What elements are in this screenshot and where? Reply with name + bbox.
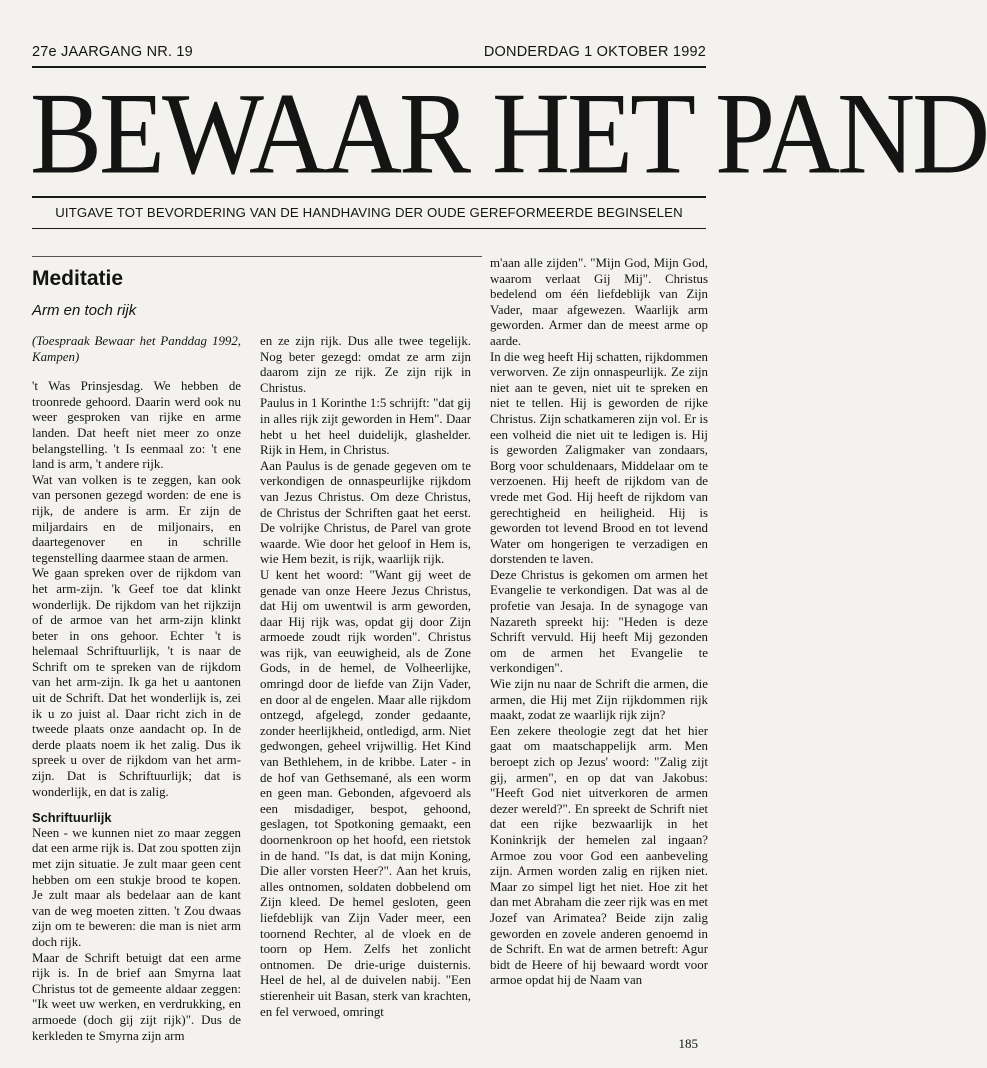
page-number: 185: [678, 1036, 698, 1051]
article-subtitle: Arm en toch rijk: [32, 302, 137, 319]
tagline-rule: [32, 228, 706, 229]
paragraph: en ze zijn rijk. Dus alle twee tegelijk. Nog beter gezegd: omdat ze arm zijn daarom zijn ze rijk. Ze zijn rijk in Christus.: [260, 334, 471, 395]
top-rule: [32, 66, 706, 68]
paragraph: Deze Christus is gekomen om armen het Evangelie te verkondigen. Dat was al de profetie van Jesaja. In de synagoge van Nazareth spreekt hij: "Heden is deze Schrift vervuld. Hij heeft Mij gezonden om de armen het Evangelie te verkondigen".: [490, 567, 708, 676]
paragraph: We gaan spreken over de rijkdom van het arm-zijn. 'k Geef toe dat klinkt wonderlijk. De rijkdom van het rijkzijn of de armoe van het arm-zijn klinkt beter in ons gehoor. Echter 't is helemaal Schriftuurlijk, 't is naar de Schrift om te spreken van de rijkdom van het arm-zijn. Ik ga het u aantonen uit de Schrift. Dat het wonderlijk is, zei ik u zo juist al. Daar richt zich in de tweede plaats onze aandacht op. In de derde plaats noem ik het zalig. Dus ik spreek u over de rijkdom van het arm-zijn. Dat is Schriftuurlijk; dat is wonderlijk, en dat is zalig.: [32, 566, 241, 799]
paragraph: Neen - we kunnen niet zo maar zeggen dat een arme rijk is. Dat zou spotten zijn met zijn situatie. Je zult maar geen cent hebben om een stukje brood te kopen. Je zult maar als bedelaar aan de kant van de weg moeten zitten. 't Zou dwaas zijn om te beweren: die man is niet arm doch rijk.: [32, 825, 241, 949]
issue-number: 27e JAARGANG NR. 19: [32, 44, 193, 60]
masthead-rule: [32, 196, 706, 198]
column-3: [490, 256, 708, 989]
paragraph: Een zekere theologie zegt dat het hier gaat om maatschappelijk arm. Men beroept zich op Jezus' woord: "Zalig zijt gij, armen", en op dat van Jakobus: "Heeft God niet uitverkoren de armen dezer wereld?". En spreekt de Schrift niet dat een rijke bezwaarlijk in het Koninkrijk der hemelen zal ingaan? Armoe zou voor God een aanbeveling zijn. Armen worden zalig en rijken niet. Maar zo simpel ligt het niet. Hoe zit het dan met Abraham die zeer rijk was en met Jozef van Arimatea? Beide zijn zalig geworden en zovele anderen genoemd in de Schrift. En wat de armen betreft: Agur bidt de Heere of hij bewaard wordt voor armoe opdat hij de Naam van: [490, 723, 708, 988]
paragraph: Wie zijn nu naar de Schrift die armen, die armen, die Hij met Zijn rijkdommen rijk maakt, zodat ze waarlijk rijk zijn?: [490, 677, 708, 723]
paragraph: Aan Paulus is de genade gegeven om te verkondigen de onnaspeurlijke rijkdom van Jezus Christus. Om deze Christus, de Christus der Schriften gaat het eerst. De volrijke Christus, de Parel van grote waarde. Wie door het geloof in Hem is, wie Hem bezit, is rijk, waarlijk rijk.: [260, 458, 471, 567]
issue-line: [32, 44, 706, 60]
column-1: [32, 262, 241, 1044]
article-intro: (Toespraak Bewaar het Panddag 1992, Kampen): [32, 334, 241, 364]
paragraph: U kent het woord: "Want gij weet de genade van onze Heere Jezus Christus, dat Hij om uwentwil is arm geworden, daar Hij rijk was, opdat gij door Zijn armoede zoudt rijk worden". Christus was rijk, van eeuwigheid, als de Zone Gods, in de hemel, de Volheerlijke, omringd door de liefde van Zijn Vader, en door al de engelen. Maar alle rijkdom ontzegd, afgelegd, zonder gedaante, zonder heerlijkheid, ontledigd, arm. Niet gedwongen, geheel vrijwillig. Het Kind van Bethlehem, in de kribbe. Later - in de hof van Gethsemané, als een worm en geen man. Gebonden, afgevoerd als een misdadiger, bespot, gehoond, geslagen, tot Spotkoning gemaakt, een doornenkroon op het hoofd, een rietstok in de hand. "Is dat, is dat mijn Koning, Die aller vorsten Heer?". Aan het kruis, alles ontnomen, soldaten dobbelend om Zijn kleed. De hemel gesloten, geen liefdeblijk van Zijn Vader meer, een toornend Rechter, al de vloek en de toorn op Hem. Zelfs het zonlicht ontnomen. De drie-urige duisternis. Heel de hel, al de duivelen nabij. "Een stierenheir uit Basan, sterk van krachten, en fel verwoed, omringt: [260, 567, 471, 1019]
tagline: UITGAVE TOT BEVORDERING VAN DE HANDHAVING DER OUDE GEREFORMEERDE BEGINSELEN: [55, 205, 683, 220]
paragraph: Wat van volken is te zeggen, kan ook van personen gezegd worden: de ene is rijk, de andere is arm. Er zijn de miljardairs en de miljonairs, en daartegenover en in schrille tegenstelling daarmee staan de armen.: [32, 472, 241, 565]
issue-date: DONDERDAG 1 OKTOBER 1992: [483, 44, 706, 60]
masthead: BEWAAR HET PAND: [30, 70, 987, 199]
article-top-rule: [32, 256, 482, 257]
column-2: [260, 334, 471, 1020]
paragraph: Maar de Schrift betuigt dat een arme rijk is. In de brief aan Smyrna laat Christus tot de gemeente aldaar zeggen: "Ik weet uw werken, en verdrukking, en armoede (doch gij zijt rijk)". Dus de kerkleden te Smyrna zijn arm: [32, 950, 241, 1043]
paragraph: In die weg heeft Hij schatten, rijkdommen verworven. Ze zijn onnaspeurlijk. Ze zijn niet aan te geven, niet uit te spreken en niet te tellen. Hij is geworden de rijke Christus. Zijn schatkameren zijn vol. Er is een volheid die niet uit te ledigen is. Hij is geworden Zaligmaker van zondaars, Borg voor schuldenaars, Middelaar om te verzoenen. Hij heeft de rijkdom van de vrede met God. Hij heeft de rijkdom van gerechtigheid en heiligheid. Hij is geworden tot levend Brood en tot levend Water om hongerigen te verzadigen en dorstenden te laven.: [490, 349, 709, 567]
paragraph: m'aan alle zijden". "Mijn God, Mijn God, waarom verlaat Gij Mij". Christus bedelend om één liefdeblijk van Zijn Vader, maar afgewezen. Waarlijk arm geworden. Armer dan de meest arme op aarde.: [490, 256, 708, 348]
section-heading: Schriftuurlijk: [32, 810, 112, 826]
paragraph: Paulus in 1 Korinthe 1:5 schrijft: "dat gij in alles rijk zijt geworden in Hem". Daar hebt u het heel duidelijk, glashelder. Rijk in Hem, in Christus.: [260, 396, 471, 458]
article-title: Meditatie: [32, 267, 124, 290]
paragraph: 't Was Prinsjesdag. We hebben de troonrede gehoord. Daarin werd ook nu weer gesproken van rijke en arme landen. Dat heeft niet meer zo onze belangstelling. 't Is eenmaal zo: 't ene land is arm, 't andere rijk.: [32, 379, 241, 472]
